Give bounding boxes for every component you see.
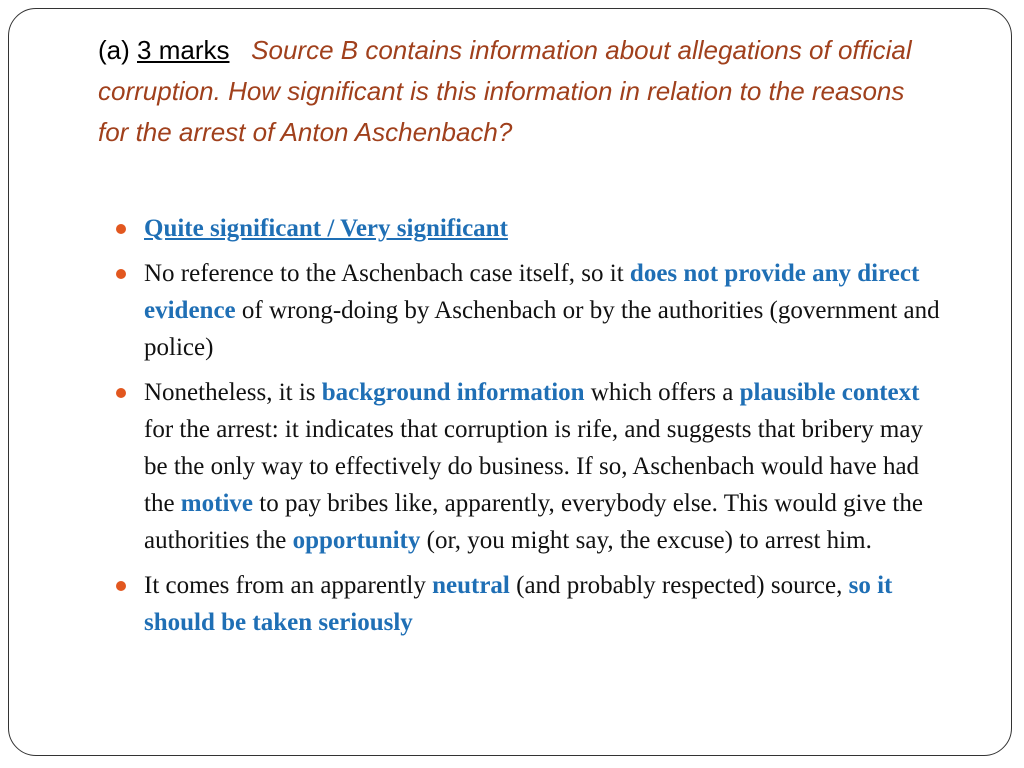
bullet-dot-icon	[116, 581, 126, 591]
bullet-dot-icon	[116, 388, 126, 398]
highlight-text: so it should be taken seriously	[144, 572, 893, 636]
bullet-item	[116, 374, 946, 559]
highlight-text: Quite significant / Very significant	[144, 215, 508, 242]
body-text: (and probably respected) source,	[509, 572, 849, 599]
bullet-dot-icon	[116, 269, 126, 279]
highlight-text: does not provide any direct evidence	[144, 260, 920, 324]
marks-label: 3 marks	[137, 35, 230, 65]
slide-title	[98, 30, 918, 153]
highlight-text: motive	[180, 490, 253, 517]
body-text: It comes from an apparently	[144, 572, 433, 599]
highlight-text: neutral	[432, 572, 510, 599]
bullet-dot-icon	[116, 224, 126, 234]
highlight-text: background information	[321, 379, 585, 406]
question-part-label: (a)	[98, 35, 130, 65]
body-text: to pay bribes like, apparently, everybody else. This would give the authorities the	[144, 490, 923, 554]
body-text: which offers a	[584, 379, 740, 406]
body-text: No reference to the Aschenbach case itself, so it	[144, 260, 630, 287]
question-text: Source B contains information about allegations of official corruption. How significant is this information in relation to the reasons for the arrest of Anton Aschenbach?	[98, 35, 912, 147]
highlight-text: opportunity	[292, 527, 421, 554]
bullet-item	[116, 255, 946, 366]
body-text: of wrong-doing by Aschenbach or by the authorities (government and police)	[144, 297, 940, 361]
highlight-text: plausible context	[739, 379, 920, 406]
body-text: Nonetheless, it is	[144, 379, 322, 406]
bullet-list	[116, 210, 946, 649]
bullet-item	[116, 567, 946, 641]
body-text: (or, you might say, the excuse) to arrest him.	[420, 527, 872, 554]
bullet-item	[116, 210, 946, 247]
body-text: for the arrest: it indicates that corruption is rife, and suggests that bribery may be the only way to effectively do business. If so, Aschenbach would have had the	[144, 416, 923, 517]
